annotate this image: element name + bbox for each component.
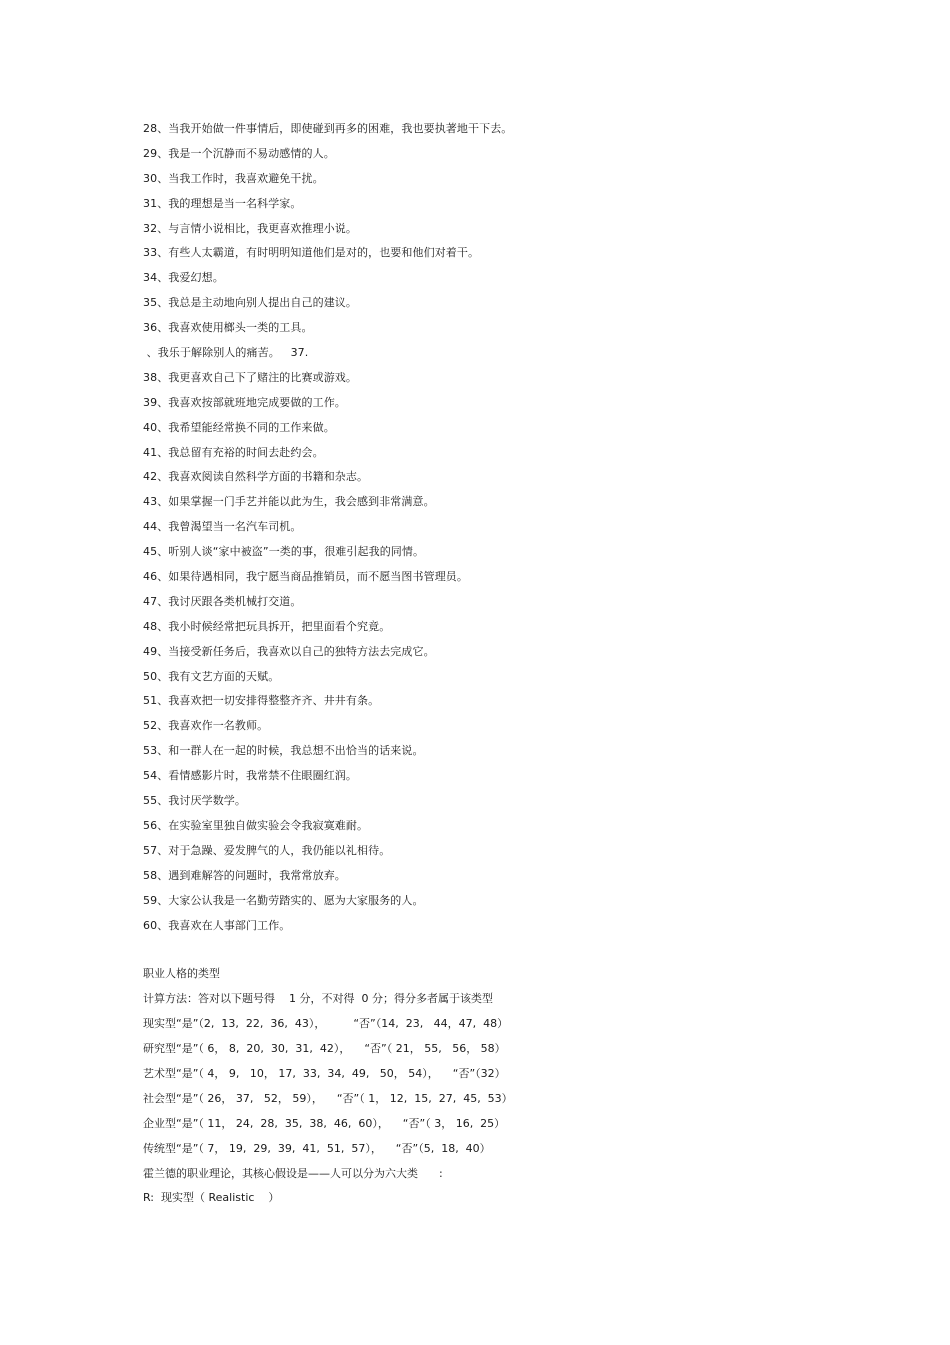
question-item: 34、我爱幻想。 [143, 271, 224, 285]
type-social-scoring: 社会型“是”（ 26， 37, 52， 59）， “否”（ 1， 12, 15, 27, 45, 53） [143, 1091, 513, 1105]
question-item: 39、我喜欢按部就班地完成要做的工作。 [143, 395, 346, 409]
type-artistic-scoring: 艺术型“是”（ 4， 9, 10， 17, 33, 34, 49, 50， 54）， “否”（32） [143, 1066, 506, 1080]
question-item: 47、我讨厌跟各类机械打交道。 [143, 594, 302, 608]
question-item: 55、我讨厌学数学。 [143, 794, 246, 808]
question-item: 56、在实验室里独自做实验会令我寂寞难耐。 [143, 818, 369, 832]
question-item: 52、我喜欢作一名教师。 [143, 719, 269, 733]
realistic-type-line: R: 现实型（ Realistic ） [143, 1191, 280, 1205]
question-item: 30、当我工作时，我喜欢避免干扰。 [143, 171, 324, 185]
question-item: 46、如果待遇相同，我宁愿当商品推销员，而不愿当图书管理员。 [143, 570, 468, 584]
question-item: 43、如果掌握一门手艺并能以此为生，我会感到非常满意。 [143, 495, 435, 509]
question-item: 50、我有文艺方面的天赋。 [143, 669, 280, 683]
question-item: 60、我喜欢在人事部门工作。 [143, 918, 291, 932]
question-item: 41、我总留有充裕的时间去赴约会。 [143, 445, 324, 459]
question-item: 53、和一群人在一起的时候，我总想不出恰当的话来说。 [143, 744, 424, 758]
personality-section [143, 962, 903, 1211]
type-realistic-scoring: 现实型“是”（2, 13, 22, 36, 43）， “否”（14, 23, 44，47, 48） [143, 1017, 509, 1031]
question-item: 44、我曾渴望当一名汽车司机。 [143, 520, 302, 534]
question-item: 、我乐于解除别人的痛苦。 37. [143, 346, 309, 360]
type-investigative-scoring: 研究型“是”（ 6， 8, 20, 30, 31, 42）， “否”（ 21， 55, 56， 58） [143, 1042, 506, 1056]
question-item: 59、大家公认我是一名勤劳踏实的、愿为大家服务的人。 [143, 893, 424, 907]
type-conventional-scoring: 传统型“是”（ 7， 19, 29, 39, 41, 51, 57）， “否”（5, 18, 40） [143, 1141, 491, 1155]
question-item: 36、我喜欢使用榔头一类的工具。 [143, 321, 313, 335]
question-item: 58、遇到难解答的问题时，我常常放弃。 [143, 868, 346, 882]
question-item: 42、我喜欢阅读自然科学方面的书籍和杂志。 [143, 470, 369, 484]
section-title: 职业人格的类型 [143, 967, 220, 981]
question-item: 35、我总是主动地向别人提出自己的建议。 [143, 296, 357, 310]
question-item: 54、看情感影片时，我常禁不住眼圈红润。 [143, 769, 357, 783]
question-item: 33、有些人太霸道，有时明明知道他们是对的，也要和他们对着干。 [143, 246, 480, 260]
question-item: 57、对于急躁、爱发脾气的人，我仍能以礼相待。 [143, 843, 391, 857]
section-gap [143, 938, 903, 962]
calculation-method: 计算方法：答对以下题号得 1 分，不对得 0 分；得分多者属于该类型 [143, 992, 493, 1006]
question-item: 28、当我开始做一件事情后，即使碰到再多的困难，我也要执著地干下去。 [143, 122, 513, 135]
question-item: 29、我是一个沉静而不易动感情的人。 [143, 146, 335, 160]
question-item: 48、我小时候经常把玩具拆开，把里面看个究竟。 [143, 619, 391, 633]
question-item: 51、我喜欢把一切安排得整整齐齐、井井有条。 [143, 694, 380, 708]
question-item: 38、我更喜欢自己下了赌注的比赛或游戏。 [143, 370, 357, 384]
question-item: 31、我的理想是当一名科学家。 [143, 196, 302, 210]
question-item: 40、我希望能经常换不同的工作来做。 [143, 420, 335, 434]
question-item: 49、当接受新任务后，我喜欢以自己的独特方法去完成它。 [143, 644, 435, 658]
question-item: 45、听别人谈“家中被盗”一类的事，很难引起我的同情。 [143, 545, 425, 559]
question-list [143, 117, 903, 938]
type-enterprising-scoring: 企业型“是”（ 11， 24, 28, 35, 38, 46, 60）， “否”（ 3， 16, 25） [143, 1116, 506, 1130]
document-page [143, 117, 903, 1211]
holland-theory-line: 霍兰德的职业理论，其核心假设是——人可以分为六大类 : [143, 1166, 443, 1180]
question-item: 32、与言情小说相比，我更喜欢推理小说。 [143, 221, 357, 235]
